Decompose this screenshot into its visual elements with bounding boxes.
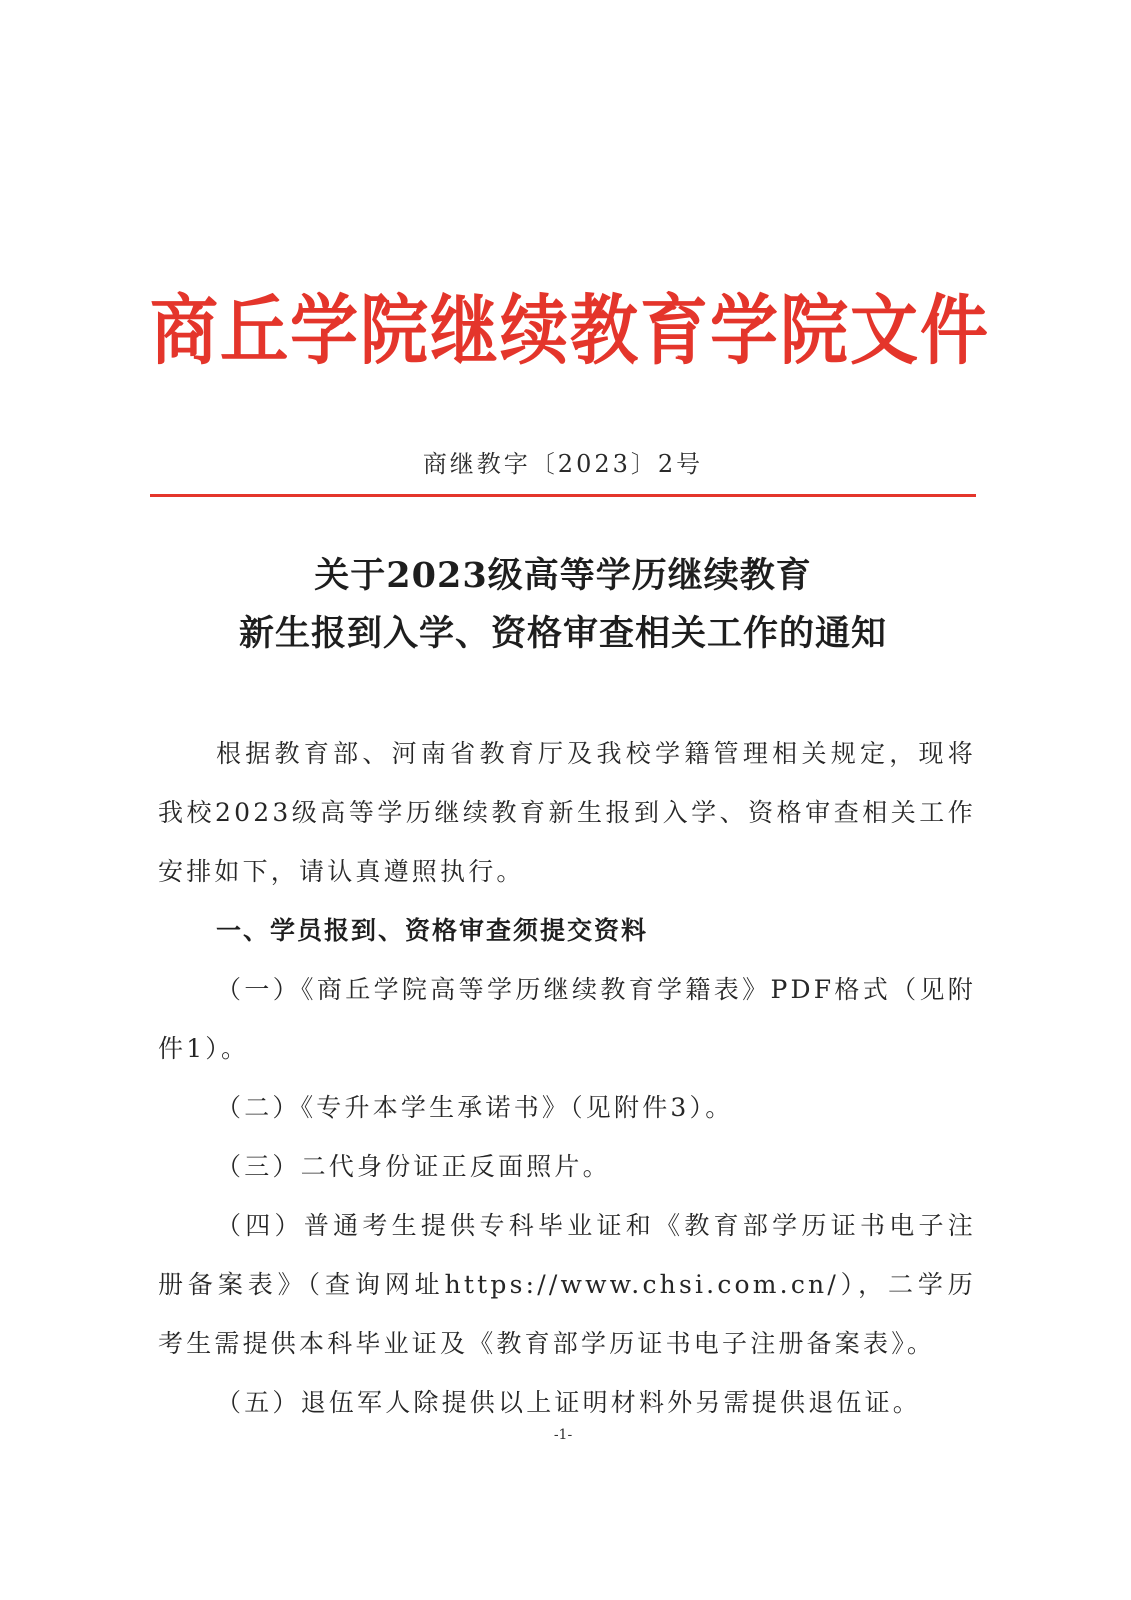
page-number: -1- (553, 1427, 573, 1443)
section-heading-1: 一、学员报到、资格审查须提交资料 (216, 916, 649, 945)
list-item: （四）普通考生提供专科毕业证和《教育部学历证书电子注册备案表》（查询网址https://www.chsi.com.cn/），二学历考生需提供本科毕业证及《教育部学历证书电子注册备案表》。 (158, 1211, 976, 1358)
red-divider-line (150, 494, 976, 497)
notice-title (150, 547, 976, 663)
list-item: （一）《商丘学院高等学历继续教育学籍表》PDF格式（见附件1）。 (158, 975, 976, 1063)
list-item: （二）《专升本学生承诺书》（见附件3）。 (216, 1093, 734, 1122)
list-item: （三）二代身份证正反面照片。 (216, 1152, 611, 1181)
notice-title-line-1: 关于2023级高等学历继续教育 (314, 555, 812, 596)
notice-title-line-2: 新生报到入学、资格审查相关工作的通知 (238, 613, 887, 654)
list-item: （五）退伍军人除提供以上证明材料外另需提供退伍证。 (216, 1388, 922, 1417)
document-number: 商继教字〔2023〕2号 (422, 450, 704, 478)
notice-body (158, 724, 976, 1432)
masthead-title: 商丘学院继续教育学院文件 (150, 287, 991, 377)
intro-paragraph: 根据教育部、河南省教育厅及我校学籍管理相关规定，现将我校2023级高等学历继续教育新生报到入学、资格审查相关工作安排如下，请认真遵照执行。 (158, 739, 976, 886)
